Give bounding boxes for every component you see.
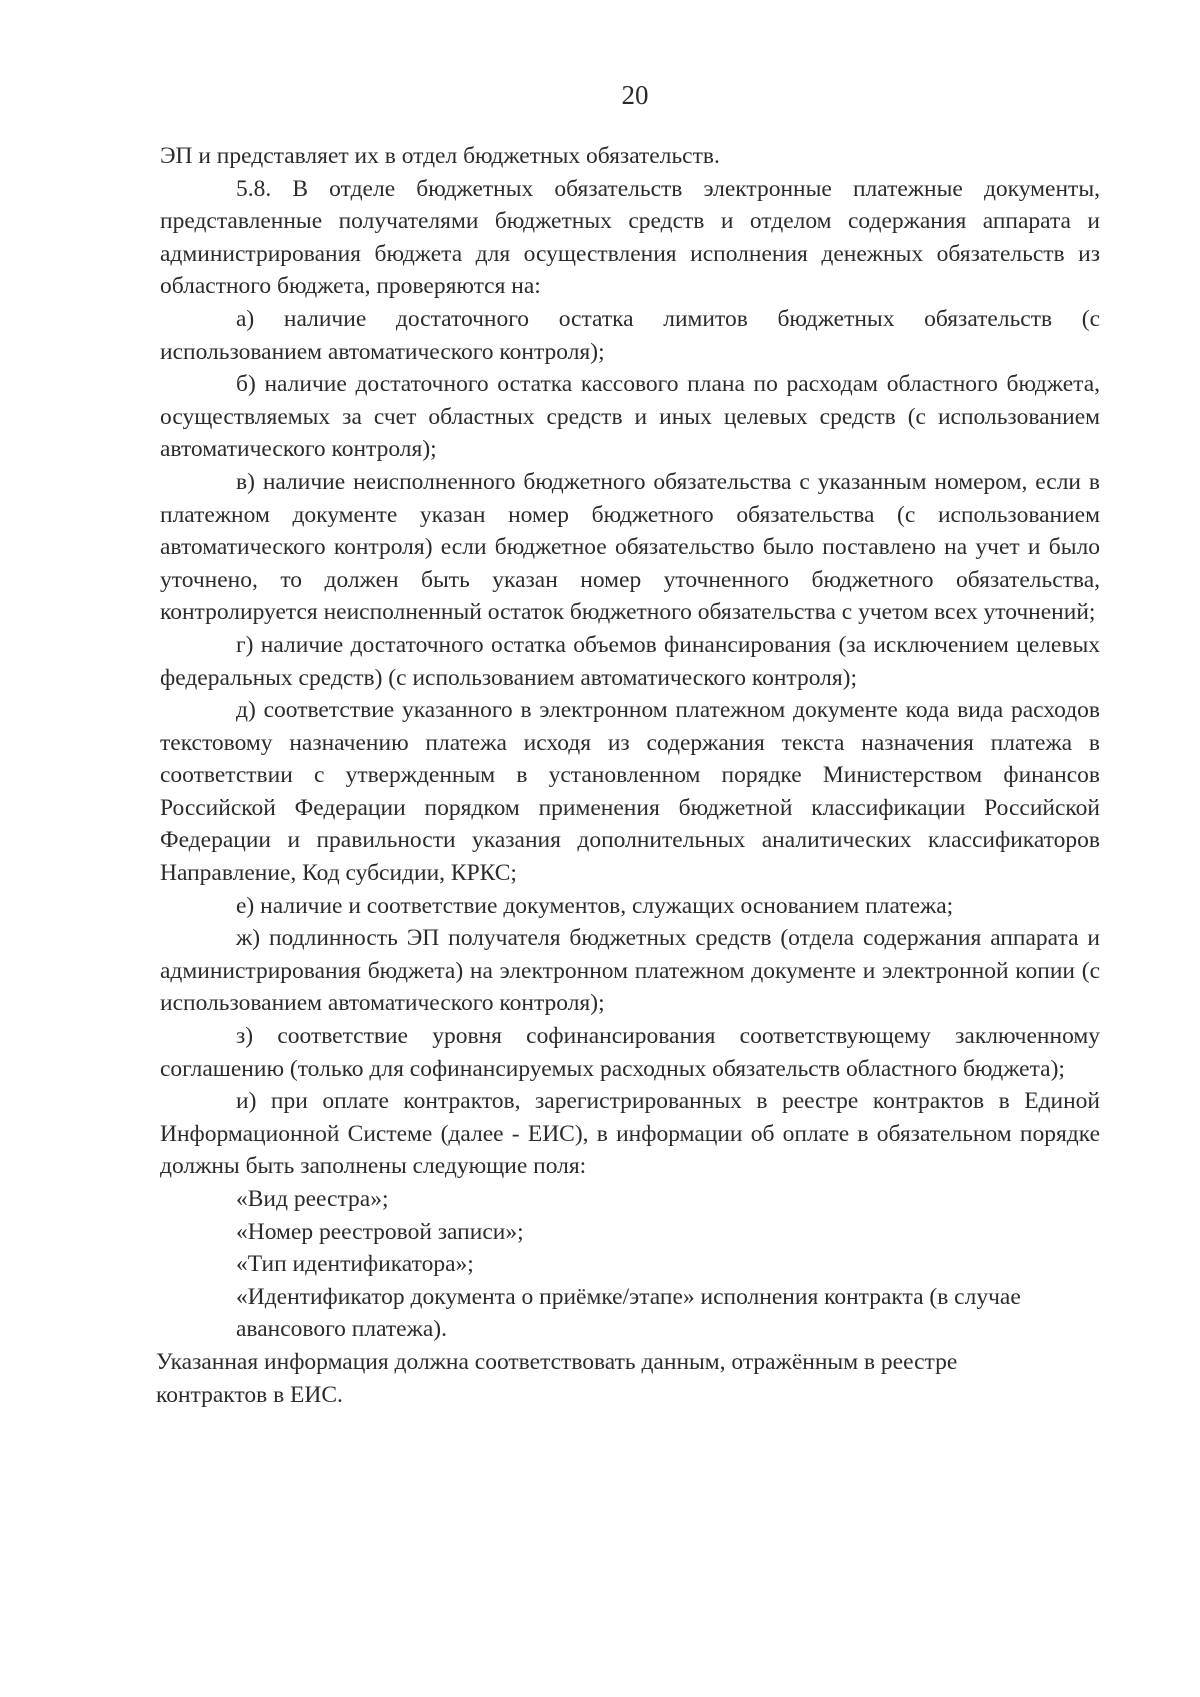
- paragraph-item-b: б) наличие достаточного остатка кассового плана по расходам областного бюджета, осуществляемых за счет областных средств и иных целевых средств (с использованием автоматического контроля);: [160, 371, 1100, 463]
- page-number: 20: [621, 80, 649, 110]
- final-note: Указанная информация должна соответствовать данным, отражённым в реестре контрактов в ЕИС.: [156, 1348, 958, 1408]
- document-body: [156, 140, 1100, 1411]
- paragraph-item-z: з) соответствие уровня софинансирования соответствующему заключенному соглашению (только для софинансируемых расходных обязательств областного бюджета);: [160, 1023, 1100, 1082]
- field-registry-type: «Вид реестра»;: [236, 1186, 389, 1212]
- paragraph-item-e: е) наличие и соответствие документов, служащих основанием платежа;: [236, 892, 954, 919]
- paragraph-item-zh: ж) подлинность ЭП получателя бюджетных средств (отдела содержания аппарата и администрирования бюджета) на электронном платежном документе и электронной копии (с использованием автоматического контроля);: [160, 925, 1100, 1017]
- paragraph-item-a: а) наличие достаточного остатка лимитов бюджетных обязательств (с использованием автоматического контроля);: [160, 305, 1100, 365]
- field-acceptance-document-identifier: «Идентификатор документа о приёмке/этапе» исполнения контракта (в случае авансового платежа).: [236, 1283, 1021, 1343]
- paragraph-section-5-8: 5.8. В отделе бюджетных обязательств электронные платежные документы, представленные получателями бюджетных средств и отделом содержания аппарата и администрирования бюджета для осуществления исполнения денежных обязательств из областного бюджета, проверяются на:: [160, 175, 1100, 300]
- paragraph-continuation: ЭП и представляет их в отдел бюджетных обязательств.: [160, 143, 720, 169]
- paragraph-item-g: г) наличие достаточного остатка объемов финансирования (за исключением целевых федеральных средств) (с использованием автоматического контроля);: [160, 631, 1100, 691]
- paragraph-item-i: и) при оплате контрактов, зарегистрированных в реестре контрактов в Единой Информационной Системе (далее - ЕИС), в информации об оплате в обязательном порядке должны быть заполнены следующие поля:: [160, 1088, 1100, 1180]
- field-registry-entry-number: «Номер реестровой записи»;: [236, 1218, 524, 1245]
- paragraph-item-d: д) соответствие указанного в электронном платежном документе кода вида расходов текстовому назначению платежа исходя из содержания текста назначения платежа в соответствии с утвержденным в установленном порядке Министерством финансов Российской Федерации порядком применения бюджетной классификации Российской Федерации и правильности указания дополнительных аналитических классификаторов Направление, Код субсидии, КРКС;: [160, 697, 1100, 887]
- field-identifier-type: «Тип идентификатора»;: [236, 1251, 474, 1278]
- paragraph-item-v: в) наличие неисполненного бюджетного обязательства с указанным номером, если в платежном документе указан номер бюджетного обязательства (с использованием автоматического контроля) если бюджетное обязательство было поставлено на учет и было уточнено, то должен быть указан номер уточненного бюджетного обязательства, контролируется неисполненный остаток бюджетного обязательства с учетом всех уточнений;: [160, 468, 1100, 626]
